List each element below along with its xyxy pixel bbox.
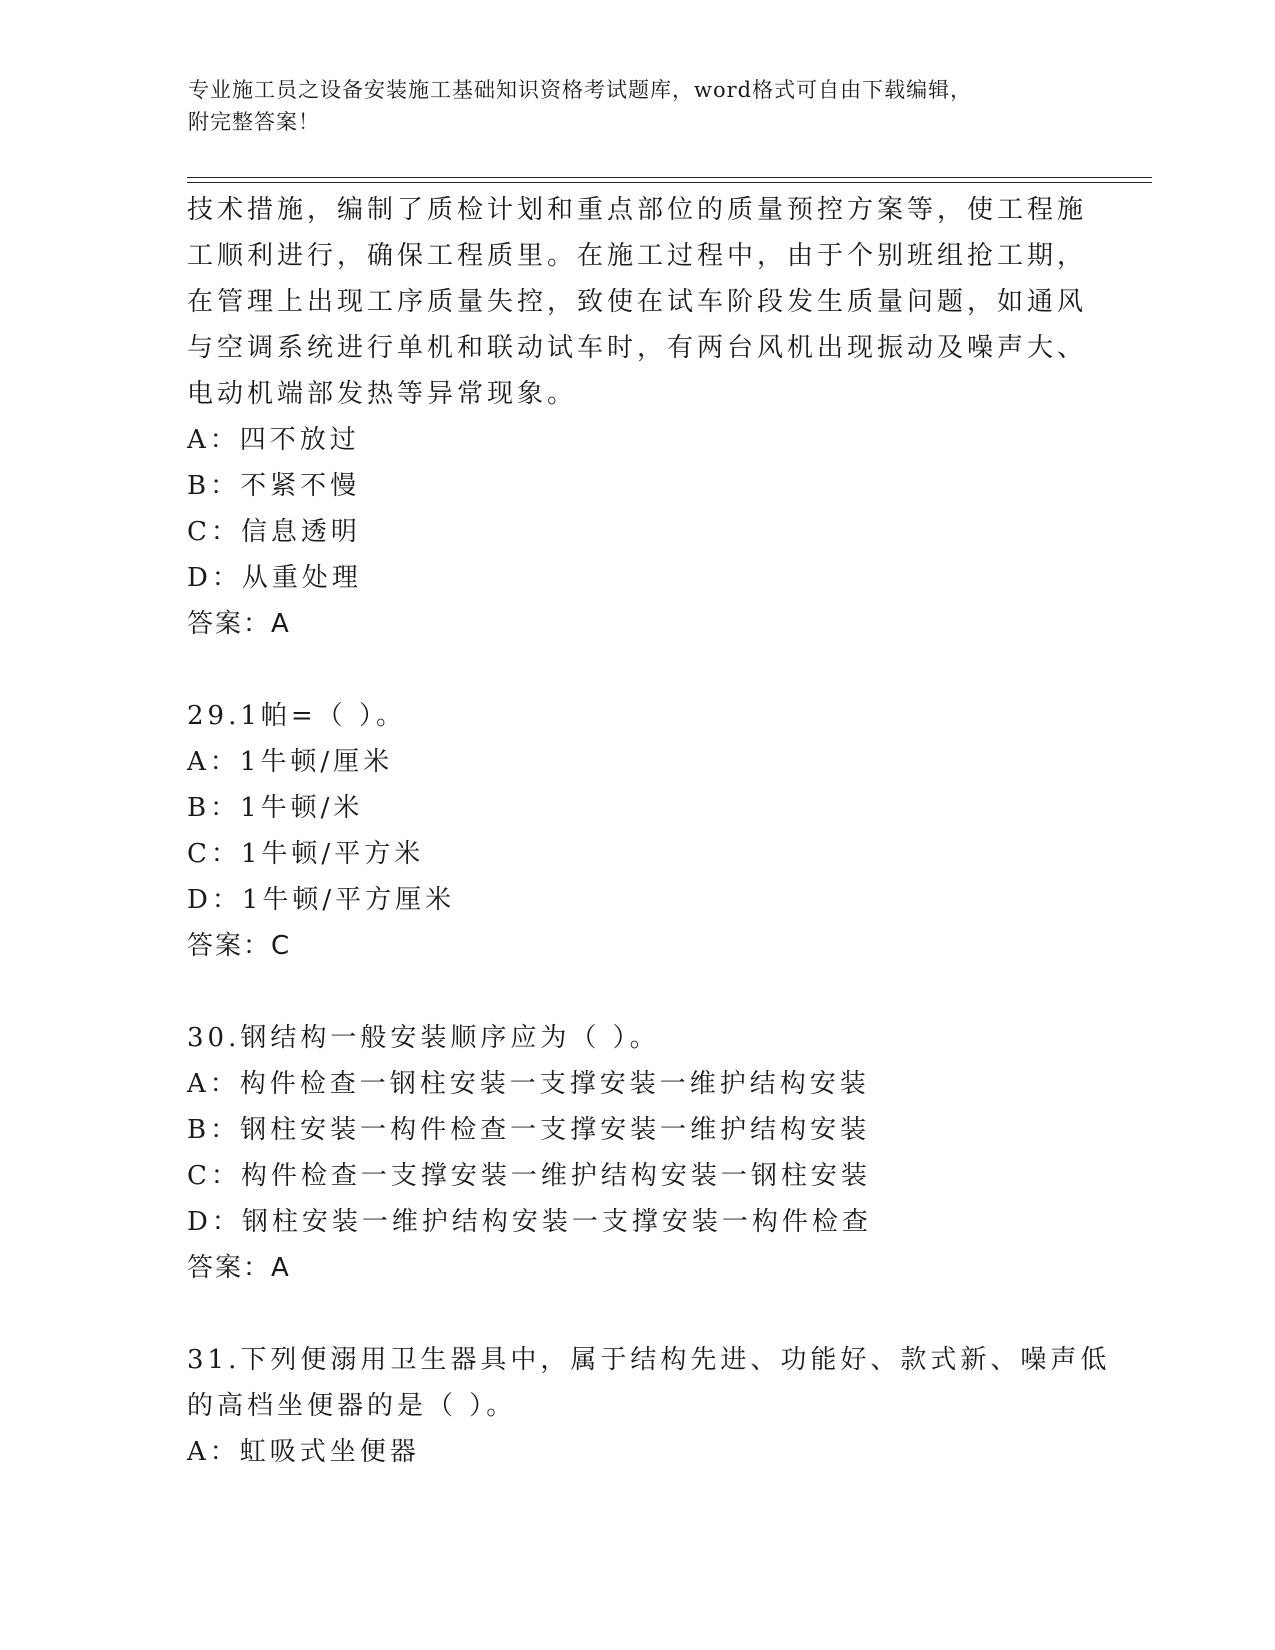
option-d: D：钢柱安装一维护结构安装一支撑安装一构件检查 (187, 1207, 872, 1237)
question-stem-line: 技术措施，编制了质检计划和重点部位的质量预控方案等，使工程施 (187, 195, 1088, 225)
answer: 答案：C (187, 931, 292, 961)
question-stem-line: 与空调系统进行单机和联动试车时，有两台风机出现振动及噪声大、 (187, 333, 1088, 363)
question-stem-line: 在管理上出现工序质量失控，致使在试车阶段发生质量问题，如通风 (187, 287, 1088, 317)
option-c: C：信息透明 (187, 517, 361, 547)
option-b: B：不紧不慢 (187, 471, 361, 501)
spacer (187, 969, 1147, 1015)
spacer (187, 647, 1147, 693)
option-d: D：1牛顿/平方厘米 (187, 885, 456, 915)
answer: 答案：A (187, 1253, 291, 1283)
option-a: A：构件检查一钢柱安装一支撑安装一维护结构安装 (187, 1069, 870, 1099)
question-stem-line: 工顺利进行，确保工程质里。在施工过程中，由于个别班组抢工期， (187, 241, 1088, 271)
answer: 答案：A (187, 609, 291, 639)
question-stem-line: 的高档坐便器的是（ ）。 (187, 1391, 517, 1421)
option-d: D：从重处理 (187, 563, 362, 593)
option-b: B：1牛顿/米 (187, 793, 364, 823)
question-31 (187, 1337, 1147, 1475)
option-a: A：四不放过 (187, 425, 360, 455)
question-30 (187, 1015, 1147, 1291)
document-header (188, 74, 1088, 138)
option-c: C：1牛顿/平方米 (187, 839, 425, 869)
option-a: A：1牛顿/厘米 (187, 747, 394, 777)
question-list (187, 187, 1147, 1475)
option-b: B：钢柱安装一构件检查一支撑安装一维护结构安装 (187, 1115, 871, 1145)
spacer (187, 1291, 1147, 1337)
header-line-1: 专业施工员之设备安装施工基础知识资格考试题库，word格式可自由下载编辑， (188, 78, 973, 102)
question-29 (187, 693, 1147, 969)
header-rule-bottom (187, 182, 1152, 183)
question-28 (187, 187, 1147, 647)
question-stem-line: 31.下列便溺用卫生器具中，属于结构先进、功能好、款式新、噪声低 (187, 1345, 1111, 1375)
option-a: A：虹吸式坐便器 (187, 1437, 420, 1467)
header-rule-top (187, 177, 1152, 178)
question-stem-line: 30.钢结构一般安装顺序应为（ ）。 (187, 1023, 660, 1053)
header-line-2: 附完整答案！ (188, 110, 320, 134)
option-c: C：构件检查一支撑安装一维护结构安装一钢柱安装 (187, 1161, 871, 1191)
question-stem-line: 29.1帕=（ ）。 (187, 701, 406, 731)
question-stem-line: 电动机端部发热等异常现象。 (187, 379, 578, 409)
